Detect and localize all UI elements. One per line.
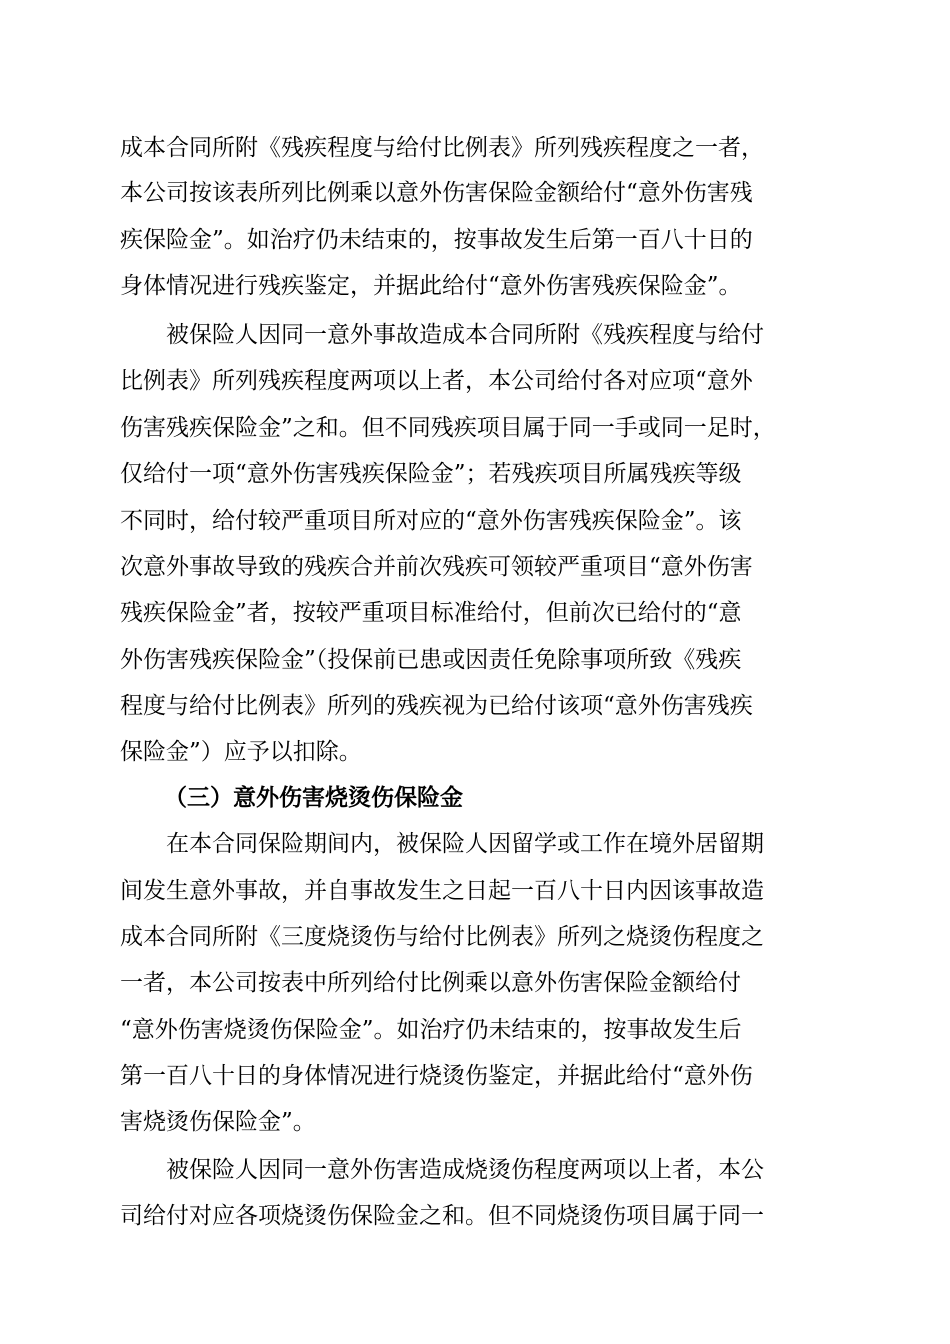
text-line: 比例表》所列残疾程度两项以上者，本公司给付各对应项“意外 [120,368,753,394]
text-line: 成本合同所附《三度烧烫伤与给付比例表》所列之烧烫伤程度之 [120,924,764,950]
text-line: 疾保险金”。如治疗仍未结束的，按事故发生后第一百八十日的 [120,227,753,253]
text-line: 伤害残疾保险金”之和。但不同残疾项目属于同一手或同一足时， [120,415,776,441]
text-line: 残疾保险金”者，按较严重项目标准给付，但前次已给付的“意 [120,600,742,626]
text-line: 仅给付一项“意外伤害残疾保险金”；若残疾项目所属残疾等级 [120,461,742,487]
text-line: 程度与给付比例表》所列的残疾视为已给付该项“意外伤害残疾 [120,693,753,719]
text-line: 司给付对应各项烧烫伤保险金之和。但不同烧烫伤项目属于同一 [120,1203,764,1229]
text-line: 一者，本公司按表中所列给付比例乘以意外伤害保险金额给付 [120,970,741,996]
paragraph-first-line: 被保险人因同一意外伤害造成烧烫伤程度两项以上者，本公 [166,1157,764,1183]
text-line: 成本合同所附《残疾程度与给付比例表》所列残疾程度之一者， [120,135,764,161]
text-line: 次意外事故导致的残疾合并前次残疾可领较严重项目“意外伤害 [120,554,753,580]
paragraph-first-line: 在本合同保险期间内，被保险人因留学或工作在境外居留期 [166,831,764,857]
text-line: 保险金”）应予以扣除。 [120,739,362,765]
text-line: 身体情况进行残疾鉴定，并据此给付“意外伤害残疾保险金”。 [120,273,742,299]
section-heading: （三）意外伤害烧烫伤保险金 [164,785,463,811]
text-line: 害烧烫伤保险金”。 [120,1109,316,1135]
text-line: 外伤害残疾保险金”（投保前已患或因责任免除事项所致《残疾 [120,647,742,673]
text-line: 本公司按该表所列比例乘以意外伤害保险金额给付“意外伤害残 [120,180,753,206]
text-line: 不同时，给付较严重项目所对应的“意外伤害残疾保险金”。该 [120,508,742,534]
text-line: “意外伤害烧烫伤保险金”。如治疗仍未结束的，按事故发生后 [120,1017,742,1043]
text-line: 间发生意外事故，并自事故发生之日起一百八十日内因该事故造 [120,878,764,904]
paragraph-first-line: 被保险人因同一意外事故造成本合同所附《残疾程度与给付 [166,322,764,348]
text-line: 第一百八十日的身体情况进行烧烫伤鉴定，并据此给付“意外伤 [120,1063,753,1089]
